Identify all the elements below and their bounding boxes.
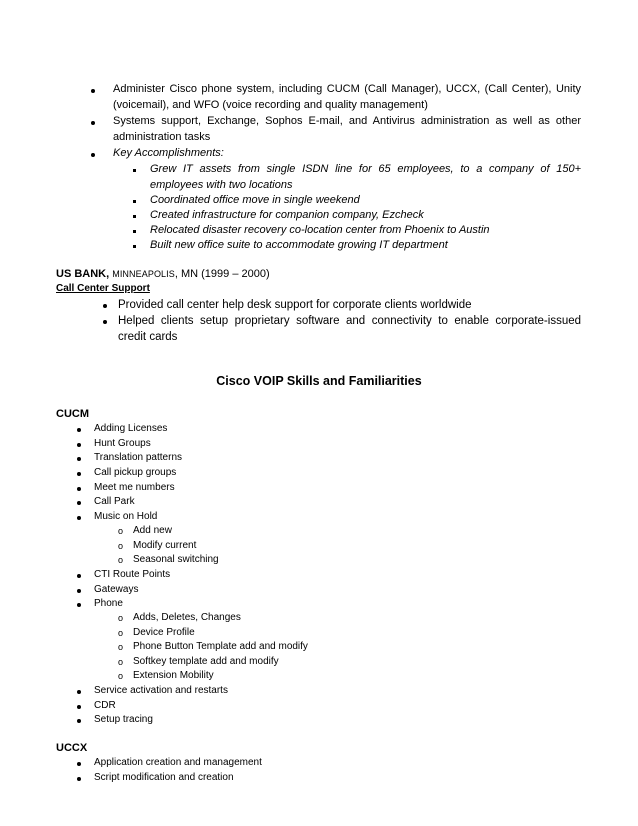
job-header (56, 267, 270, 282)
bullet-circle: o (118, 526, 124, 536)
bullet-dot (77, 603, 81, 607)
skill-subitem: Modify current (133, 540, 197, 551)
bullet-square (133, 169, 136, 172)
skill-item: Meet me numbers (94, 482, 175, 493)
job-duty: Helped clients setup proprietary software and connectivity to enable corporate-issued credit cards (118, 315, 581, 343)
skill-subitem: Add new (133, 525, 172, 536)
bullet-dot (77, 501, 81, 505)
skill-item: Setup tracing (94, 714, 153, 725)
bullet-dot (77, 428, 81, 432)
bullet-dot (77, 457, 81, 461)
skill-subitem: Softkey template add and modify (133, 656, 279, 667)
skill-item: Service activation and restarts (94, 685, 228, 696)
skill-subitem: Device Profile (133, 627, 195, 638)
bullet-dot (77, 762, 81, 766)
bullet-dot (77, 705, 81, 709)
uccx-heading: UCCX (56, 742, 88, 754)
bullet-dot (77, 777, 81, 781)
bullet-square (133, 200, 136, 203)
company-name: US BANK, (56, 268, 110, 280)
duty-item: Systems support, Exchange, Sophos E-mail, and Antivirus administration as well as other administration tasks (113, 115, 581, 143)
skill-item: Phone (94, 598, 123, 609)
skill-item: Music on Hold (94, 511, 158, 522)
bullet-dot (77, 690, 81, 694)
bullet-dot (77, 487, 81, 491)
bullet-dot (91, 153, 95, 157)
bullet-dot (91, 89, 95, 93)
bullet-circle: o (118, 555, 124, 565)
bullet-circle: o (118, 642, 124, 652)
job-location: MINNEAPOLIS (112, 269, 175, 279)
bullet-dot (77, 574, 81, 578)
bullet-square (133, 230, 136, 233)
bullet-dot (103, 304, 107, 308)
bullet-dot (77, 443, 81, 447)
skill-item: Call pickup groups (94, 467, 177, 478)
cucm-heading: CUCM (56, 408, 89, 420)
skill-item: Call Park (94, 496, 135, 507)
job-title: Call Center Support (56, 283, 150, 294)
skills-section-title: Cisco VOIP Skills and Familiarities (216, 374, 422, 388)
bullet-circle: o (118, 628, 124, 638)
bullet-circle: o (118, 671, 124, 681)
bullet-circle: o (118, 613, 124, 623)
key-accomplishments-label: Key Accomplishments: (113, 147, 224, 159)
bullet-circle: o (118, 657, 124, 667)
skill-item: Script modification and creation (94, 772, 234, 783)
accomplishment-item: Created infrastructure for companion company, Ezcheck (150, 209, 424, 221)
bullet-dot (77, 472, 81, 476)
accomplishment-item: Built new office suite to accommodate growing IT department (150, 239, 448, 251)
accomplishment-item: Relocated disaster recovery co-location center from Phoenix to Austin (150, 224, 490, 236)
bullet-dot (77, 516, 81, 520)
accomplishment-item: Grew IT assets from single ISDN line for 65 employees, to a company of 150+ employees with two locations (150, 163, 581, 191)
skill-subitem: Adds, Deletes, Changes (133, 612, 241, 623)
skill-subitem: Seasonal switching (133, 554, 219, 565)
job-duty: Provided call center help desk support for corporate clients worldwide (118, 299, 472, 311)
skill-item: CDR (94, 700, 116, 711)
skill-item: Application creation and management (94, 757, 262, 768)
bullet-dot (77, 719, 81, 723)
skill-subitem: Extension Mobility (133, 670, 214, 681)
bullet-circle: o (118, 541, 124, 551)
skill-item: CTI Route Points (94, 569, 171, 580)
bullet-dot (103, 320, 107, 324)
job-location-dates: , MN (1999 – 2000) (174, 268, 270, 280)
bullet-dot (77, 589, 81, 593)
bullet-dot (91, 121, 95, 125)
skill-subitem: Phone Button Template add and modify (133, 641, 308, 652)
duty-item: Administer Cisco phone system, including CUCM (Call Manager), UCCX, (Call Center), Unity (voicemail), and WFO (voice recording and quality management) (113, 83, 581, 111)
accomplishment-item: Coordinated office move in single weekend (150, 194, 360, 206)
bullet-square (133, 215, 136, 218)
bullet-square (133, 245, 136, 248)
skill-item: Translation patterns (94, 452, 183, 463)
skill-item: Hunt Groups (94, 438, 151, 449)
skill-item: Gateways (94, 584, 139, 595)
skill-item: Adding Licenses (94, 423, 168, 434)
